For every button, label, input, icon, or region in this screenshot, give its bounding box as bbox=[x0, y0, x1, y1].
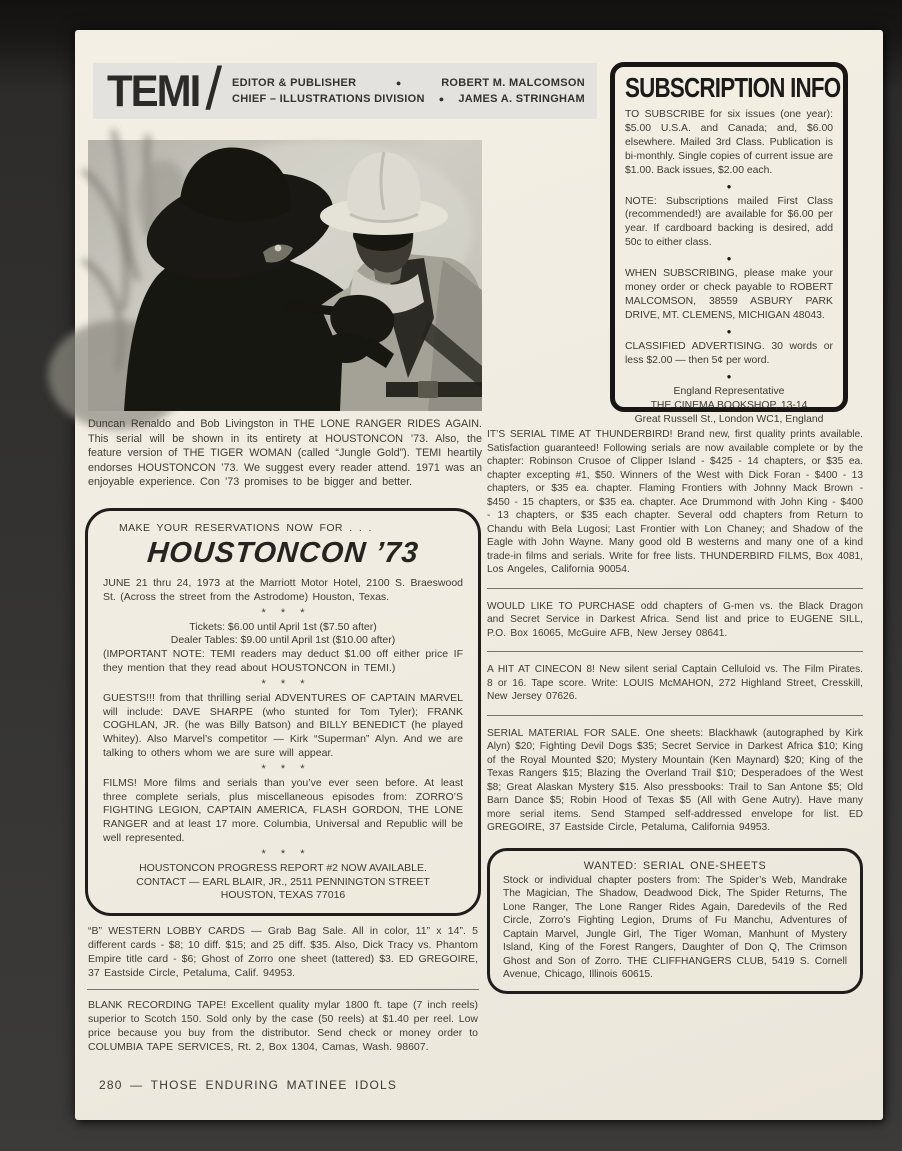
divider bbox=[487, 715, 863, 716]
classified-ad-thunderbird: IT’S SERIAL TIME AT THUNDERBIRD! Brand new, first quality prints available. Satisfaction guaranteed! Following serials are now available complete or by the chapter: Robinson Crusoe of Clipper Island - $425 - 14 chapters, or $35 ea. chapter excepting #1, $50. Winners of the West with Dick Foran - $400 - 13 chapters, or $35 ea. chapter. Flaming Frontiers with Johnny Mack Brown - $450 - 15 chapters, or $35 ea. chapter. Ace Drummond with John King - $400 - 13 chapters, or $35 each chapter. Several odd chapters from Return to Chandu with Bela Lugosi; Last Frontier with Lon Chaney; and Shadow of the Eagle with John Wayne. Many good old B westerns and many one of a kind trade-in films and serials. Write for free lists. THUNDERBIRD FILMS, Box 4081, Los Angeles, California 90054. bbox=[487, 429, 863, 575]
houstoncon-contact: CONTACT — EARL BLAIR, JR., 2511 PENNINGTON STREET bbox=[136, 875, 430, 888]
editor-label: EDITOR & PUBLISHER bbox=[232, 77, 357, 89]
classified-ad-purchase: WOULD LIKE TO PURCHASE odd chapters of G-men vs. the Black Dragon and Secret Service in Darkest Africa. Send list and price to EUGENE SILL, P.O. Box 16065, McGuire AFB, New Jersey 08641. bbox=[487, 600, 863, 639]
star-separator: * * * bbox=[261, 847, 305, 860]
bullet-icon: ● bbox=[438, 94, 445, 104]
houstoncon-guests: GUESTS!!! from that thrilling serial ADVENTURES OF CAPTAIN MARVEL will include: DAVE SHARPE (who stunted for Tom Tyler); FRANK COGHLAN, JR. (he was Billy Batson) and BILLY BENEDICT (he played Whitey). Also Marvel’s competitor — Kirk “Superman” Alyn. And we are talking to others whom we are sure will appear. bbox=[103, 691, 463, 759]
magazine-page bbox=[75, 30, 883, 1120]
masthead-credits bbox=[232, 77, 585, 105]
subscription-paragraph: TO SUBSCRIBE for six issues (one year): $5.00 U.S.A. and Canada; and, $6.00 elsewhere. Mailed 3rd Class. Publication is bi-monthly. Single copies of current issue are $1.00. Back issues, $2.00 each. bbox=[625, 109, 833, 176]
divider bbox=[87, 989, 479, 990]
houstoncon-contact: HOUSTON, TEXAS 77016 bbox=[220, 889, 346, 902]
houstoncon-progress: HOUSTONCON PROGRESS REPORT #2 NOW AVAILABLE. bbox=[139, 861, 427, 874]
england-line: THE CINEMA BOOKSHOP, 13-14 bbox=[650, 399, 808, 411]
right-column bbox=[487, 428, 863, 994]
masthead-row-editor bbox=[232, 77, 585, 89]
bullet-separator-icon: ● bbox=[726, 371, 732, 381]
england-representative-block bbox=[625, 385, 833, 427]
houstoncon-title: HOUSTONCON ’73 bbox=[145, 537, 421, 569]
wanted-body: Stock or individual chapter posters from: The Spider’s Web, Mandrake The Magician, The Shadow, Deadwood Dick, The Spider Returns, The Lone Ranger, The Lone Ranger Rides Again, Daredevils of the Red Circle, Zorro’s Fighting Legion, Drums of Fu Manchu, Adventures of Captain Marvel, Jungle Girl, The Tiger Woman, Manhunt of Mystery Island, King of the Forest Rangers, Daughter of Don Q, The Crimson Ghost and Son of Zorro. THE CLIFFHANGERS CLUB, 5419 S. Cornell Avenue, Chicago, Illinois 60615. bbox=[503, 874, 847, 980]
illustrations-label: CHIEF – ILLUSTRATIONS DIVISION bbox=[232, 93, 425, 105]
wanted-title: WANTED: SERIAL ONE-SHEETS bbox=[583, 859, 767, 872]
classified-ad-recording-tape: BLANK RECORDING TAPE! Excellent quality mylar 1800 ft. tape (7 inch reels) superior to Scotch 150. Sold only by the case (50 reels) at $1.40 per reel. Low price because you buy from the distributor. Send check or money order to COLUMBIA TAPE SERVICES, Rt. 2, Box 1304, Camas, Wash. 98607. bbox=[88, 999, 478, 1053]
page-footer: 280 — THOSE ENDURING MATINEE IDOLS bbox=[99, 1078, 398, 1092]
lone-ranger-photo-illustration bbox=[88, 140, 482, 411]
divider bbox=[487, 651, 863, 652]
houstoncon-films: FILMS! More films and serials than you’ve ever seen before. At least three complete serials, plus miscellaneous episodes from: ZORRO’S FIGHTING LEGION, CAPTAIN AMERICA, FLASH GORDON, THE LONE RANGER and at least 17 more. Columbia, Universal and Republic will be well represented. bbox=[103, 776, 463, 844]
star-separator: * * * bbox=[261, 762, 305, 775]
houstoncon-note: (IMPORTANT NOTE: TEMI readers may deduct $1.00 off either price IF they mention that they read about HOUSTONCON in TEMI.) bbox=[103, 648, 463, 674]
temi-logo: TEMI bbox=[107, 65, 200, 116]
masthead-row-illustrations bbox=[232, 93, 585, 105]
editor-name: ROBERT M. MALCOMSON bbox=[441, 77, 585, 89]
houstoncon-intro: MAKE YOUR RESERVATIONS NOW FOR . . . bbox=[119, 522, 372, 534]
masthead bbox=[93, 54, 597, 122]
star-separator: * * * bbox=[261, 606, 305, 619]
houstoncon-dealer-tables: Dealer Tables: $9.00 until April 1st ($10.00 after) bbox=[170, 634, 396, 647]
subscription-title: SUBSCRIPTION INFO bbox=[625, 72, 841, 103]
star-separator: * * * bbox=[261, 677, 305, 690]
england-line: Great Russell St., London WC1, England bbox=[634, 413, 824, 425]
subscription-paragraph: NOTE: Subscriptions mailed First Class (recommended!) are available for $6.00 per year. If cardboard backing is desired, add 50c to either class. bbox=[625, 195, 833, 249]
left-column bbox=[85, 508, 481, 1055]
wanted-box bbox=[487, 848, 863, 994]
lone-ranger-photo bbox=[88, 140, 482, 411]
subscription-info-box bbox=[610, 62, 848, 425]
houstoncon-box bbox=[85, 508, 481, 916]
subscription-paragraph: WHEN SUBSCRIBING, please make your money order or check payable to ROBERT MALCOMSON, 38559 ASBURY PARK DRIVE, MT. CLEMENS, MICHIGAN 48043. bbox=[625, 268, 833, 321]
classified-ad-cinecon: A HIT AT CINECON 8! New silent serial Captain Celluloid vs. The Film Pirates. 8 or 16. Tape score. Write: LOUIS McMAHON, 272 Highland Street, Cresskill, New Jersey 07626. bbox=[487, 664, 863, 702]
bullet-icon: ● bbox=[395, 78, 402, 88]
slash-divider: / bbox=[205, 54, 222, 122]
photo-caption: Duncan Renaldo and Bob Livingston in THE LONE RANGER RIDES AGAIN. This serial will be shown in its entirety at HOUSTONCON ’73. Also, the feature version of THE TIGER WOMAN (called “Jungle Gold”). TEMI heartily endorses HOUSTONCON ’73. We suggest every reader attend. 1971 was an enjoyable experience. Con ’73 promises to be bigger and better. bbox=[88, 418, 482, 489]
bullet-separator-icon: ● bbox=[726, 254, 732, 264]
england-line: England Representative bbox=[673, 385, 785, 397]
divider bbox=[487, 588, 863, 589]
houstoncon-tickets: Tickets: $6.00 until April 1st ($7.50 after) bbox=[189, 620, 377, 633]
bullet-separator-icon: ● bbox=[726, 181, 732, 191]
subscription-paragraph: CLASSIFIED ADVERTISING. 30 words or less $2.00 — then 5¢ per word. bbox=[625, 340, 833, 366]
illustrations-name: JAMES A. STRINGHAM bbox=[458, 93, 585, 105]
classified-ad-serial-material: SERIAL MATERIAL FOR SALE. One sheets: Blackhawk (autographed by Kirk Alyn) $20; Fighting Devil Dogs $35; Secret Service in Darkest Africa $10; King of the Royal Mounted $20; Mystery Mountain (Ken Maynard) $20; King of the Texas Rangers $15; Blazing the Overland Trail $10; Desperadoes of the West $8; Great Alaskan Mystery $15. Also pressbooks: Trail to San Antone $5; Old Barn Dance $5; Robin Hood of Texas $5 (All with Gene Autry). Have many more serial items. Send Stamped self-addressed envelope for list. ED GREGOIRE, 37 Eastside Circle, Petaluma, California 94953. bbox=[487, 727, 863, 833]
houstoncon-when: JUNE 21 thru 24, 1973 at the Marriott Motor Hotel, 2100 S. Braeswood St. (Across the street from the Astrodome) Houston, Texas. bbox=[103, 577, 463, 603]
bullet-separator-icon: ● bbox=[726, 326, 732, 336]
classified-ad-lobby-cards: “B” WESTERN LOBBY CARDS — Grab Bag Sale. All in color, 11” x 14”. 5 different cards - $8; 10 diff. $15; and 25 diff. $35. Also, Dick Tracy vs. Phantom Empire title card - $6; Ghost of Zorro one sheet (tattered) $3. ED GREGOIRE, 37 Eastside Circle, Petaluma, Calif. 94953. bbox=[88, 925, 478, 979]
